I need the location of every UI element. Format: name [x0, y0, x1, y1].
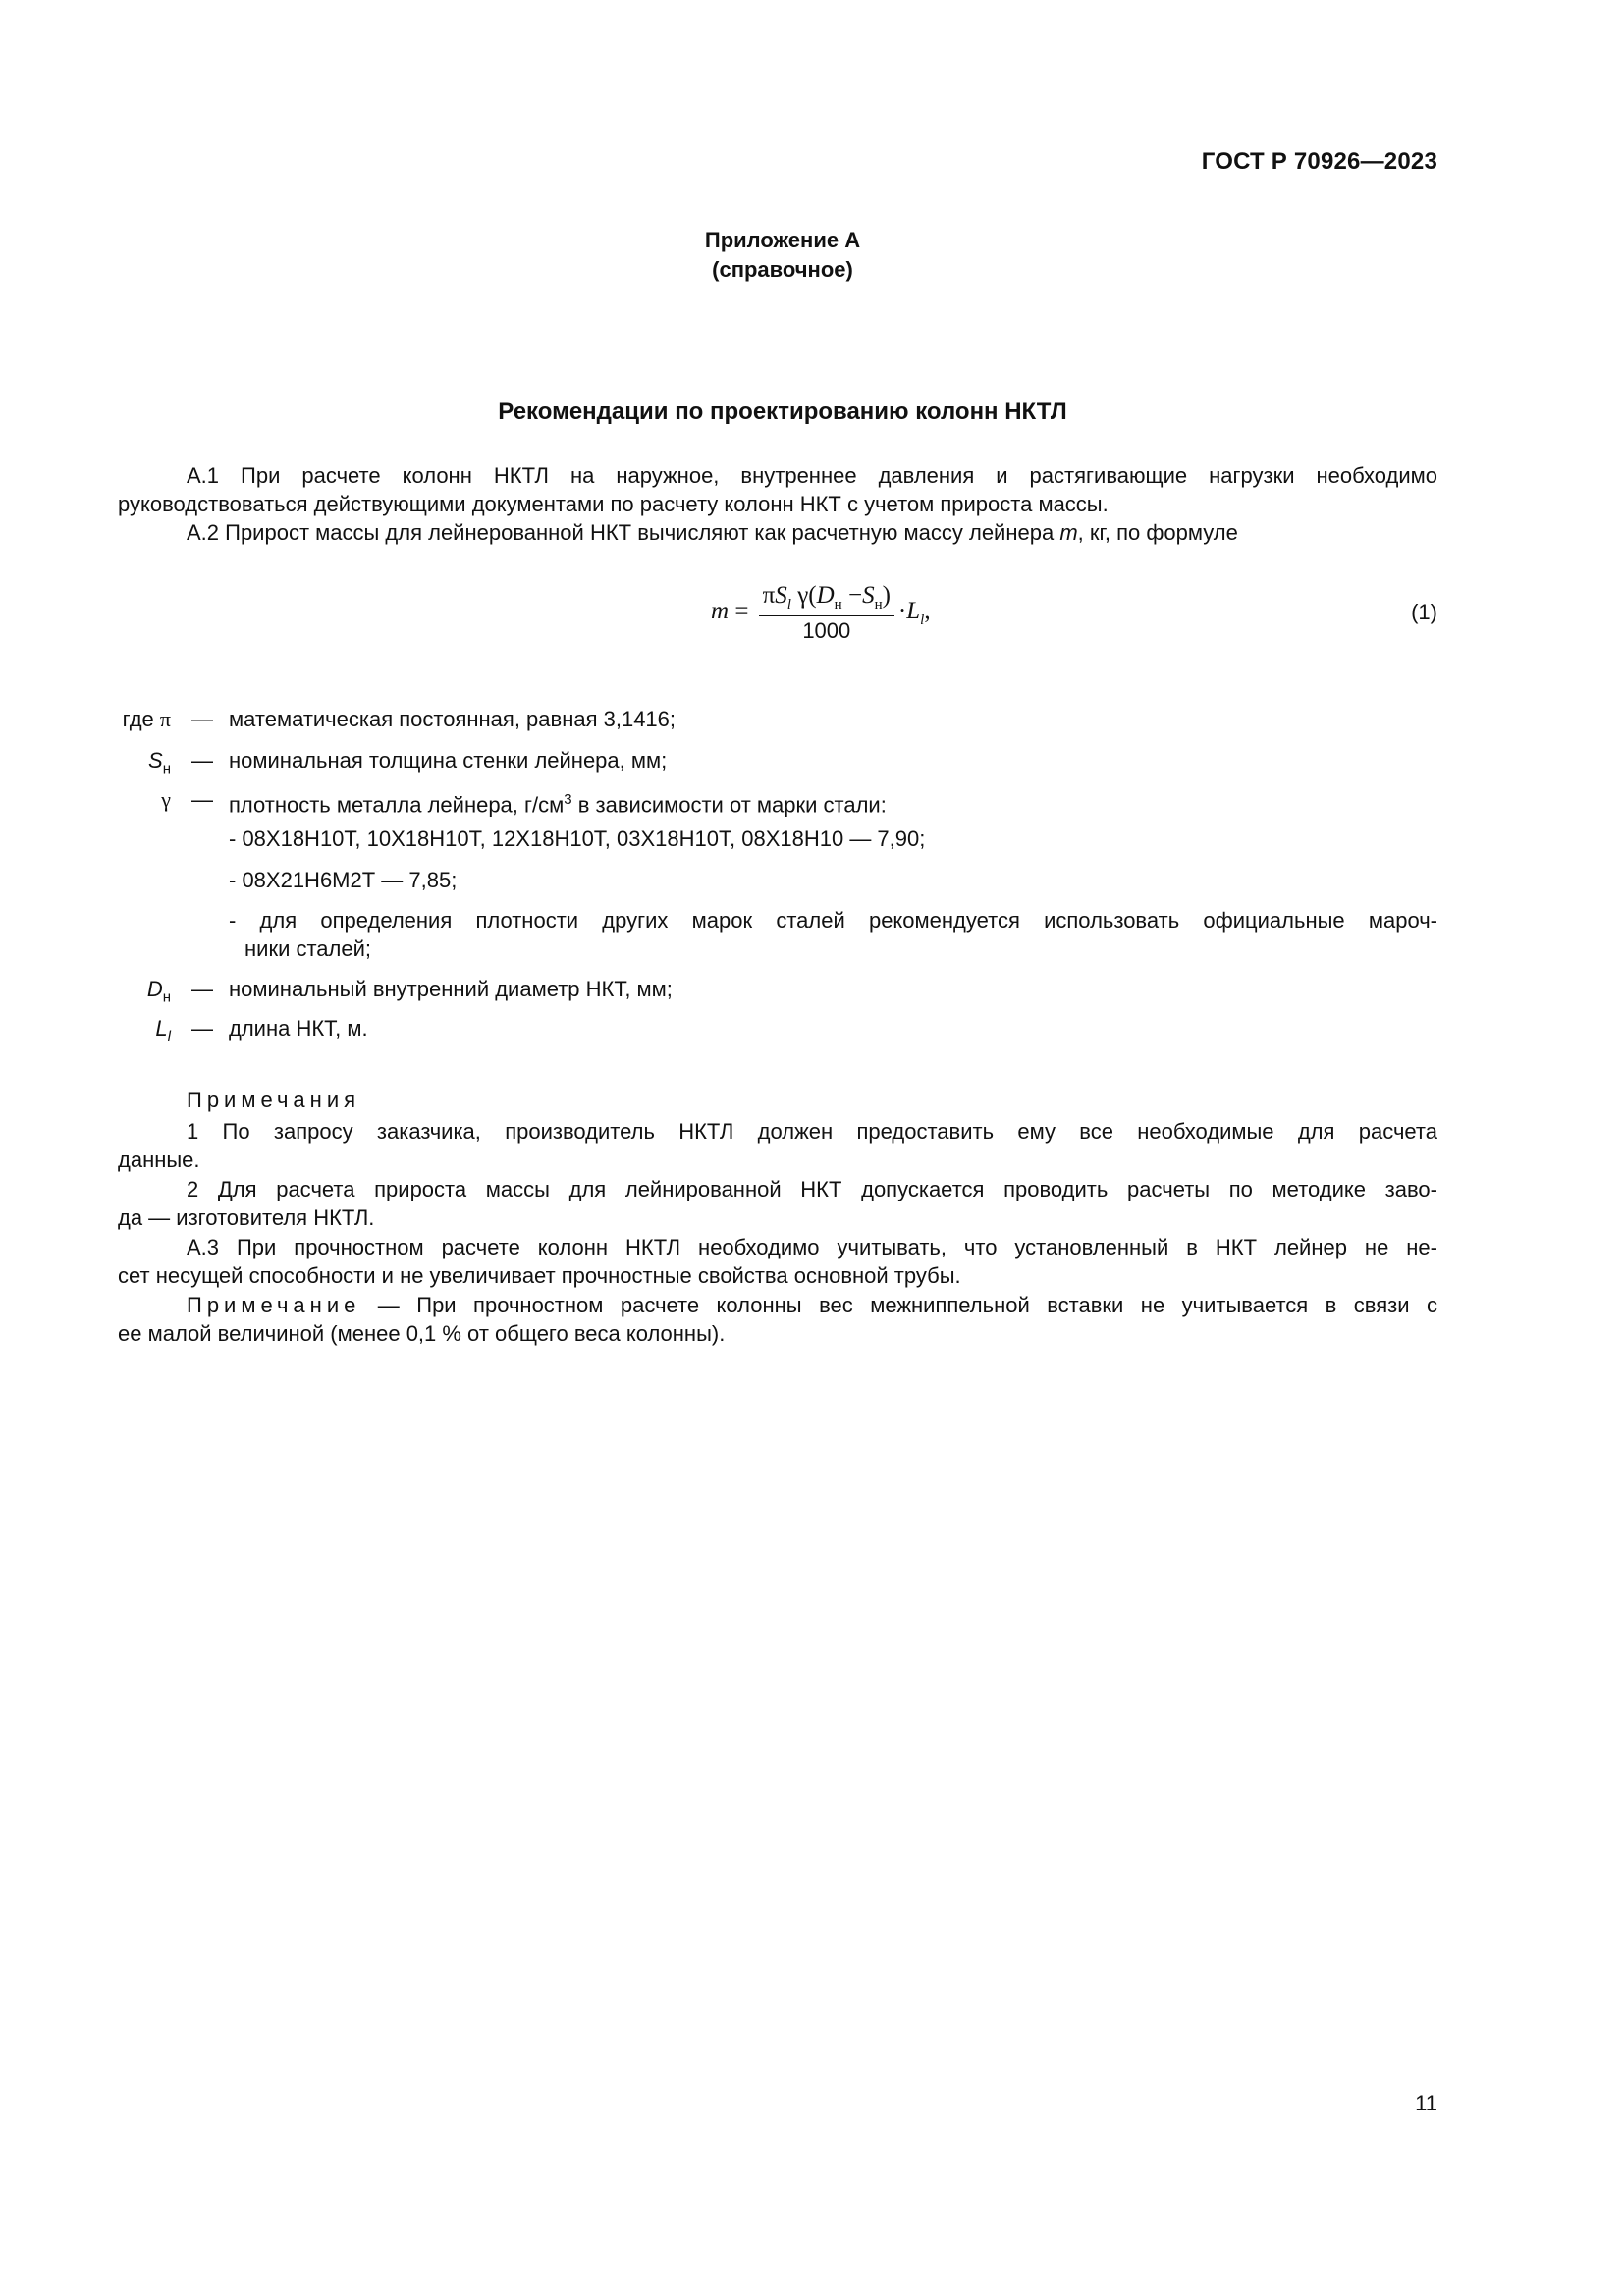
where-row-s [118, 746, 1437, 775]
symbol-s: S [148, 748, 163, 773]
formula-equals: = [734, 598, 749, 625]
formula-s: S [775, 582, 787, 609]
symbol-l-sub: l [167, 1028, 171, 1045]
formula-1 [711, 582, 931, 644]
formula-s2-sub: н [874, 597, 883, 613]
where-dash: — [191, 1016, 213, 1041]
formula-l-sub: l [920, 613, 925, 629]
paragraph-a1-line1: А.1 При расчете колонн НКТЛ на наружное, внутреннее давления и растягивающие нагрузки необходимо [187, 463, 1437, 488]
formula-fraction [759, 582, 894, 644]
paragraph-a2-var: m [1059, 520, 1078, 545]
where-symbol-pi [123, 705, 171, 733]
paragraph-a2-text: А.2 Прирост массы для лейнерованной НКТ вычисляют как расчетную массу лейнера [187, 520, 1060, 545]
where-desc-s: номинальная толщина стенки лейнера, мм; [229, 748, 668, 773]
note-1-line2: данные. [118, 1148, 200, 1172]
formula-d-sub: н [834, 597, 842, 613]
where-dash: — [191, 787, 213, 812]
where-dash: — [191, 707, 213, 731]
where-symbol-l [155, 1014, 171, 1050]
formula-lhs: m [711, 598, 730, 625]
where-dash: — [191, 748, 213, 773]
note-2-line2: да — изготовителя НКТЛ. [118, 1205, 375, 1230]
symbol-s-sub: н [162, 760, 171, 777]
symbol-d: D [146, 977, 163, 1001]
formula-close-paren: ) [882, 582, 891, 609]
where-symbol-s [148, 746, 171, 782]
appendix-heading [0, 226, 1565, 285]
note-a3 [118, 1291, 1437, 1348]
notes-heading: Примечания [187, 1088, 361, 1112]
document-code: ГОСТ Р 70926—2023 [1201, 148, 1437, 175]
formula-denominator: 1000 [802, 618, 851, 643]
paragraph-a1-line2: руководствоваться действующими документами по расчету колонн НКТ с учетом прироста массы. [118, 492, 1109, 516]
where-row-l [118, 1014, 1437, 1043]
paragraph-a3-line2: сет несущей способности и не увеличивает прочностные свойства основной трубы. [118, 1263, 961, 1288]
formula-comma: , [924, 598, 931, 625]
steel-item-3 [229, 906, 1437, 963]
symbol-gamma: γ [161, 787, 171, 812]
formula-l: L [906, 598, 921, 625]
where-symbol-d [147, 975, 171, 1011]
section-title: Рекомендации по проектированию колонн НКТЛ [498, 399, 1067, 425]
paragraph-a1 [118, 461, 1437, 518]
symbol-pi: π [159, 707, 171, 731]
gamma-desc-text: плотность металла лейнера, г/см [229, 792, 565, 818]
page-number: 11 [1415, 2091, 1437, 2115]
paragraph-a2-tail: , кг, по формуле [1077, 520, 1238, 545]
steel-item-1: - 08Х18Н10Т, 10Х18Н10Т, 12Х18Н10Т, 03Х18Н10Т, 08Х18Н10 — 7,90; [229, 827, 926, 851]
where-dash: — [191, 977, 213, 1001]
where-word: где [122, 707, 154, 731]
symbol-l: L [155, 1016, 168, 1041]
note-2 [118, 1175, 1437, 1232]
appendix-title: Приложение А [704, 228, 861, 252]
where-row-gamma [118, 785, 1437, 818]
note-2-line1: 2 Для расчета прироста массы для лейнированной НКТ допускается проводить расчеты по методике заво- [187, 1177, 1437, 1201]
where-desc-gamma [229, 785, 1437, 819]
note-1 [118, 1117, 1437, 1174]
where-desc-d: номинальный внутренний диаметр НКТ, мм; [229, 977, 673, 1001]
equation-number: (1) [1411, 600, 1437, 624]
paragraph-a2 [118, 518, 1437, 547]
paragraph-a3-line1: А.3 При прочностном расчете колонн НКТЛ необходимо учитывать, что установленный в НКТ лейнер не не- [187, 1235, 1437, 1259]
appendix-subtitle: (справочное) [712, 257, 853, 282]
symbol-d-sub: н [162, 988, 171, 1006]
formula-gamma: γ [797, 582, 809, 609]
steel-item-3-line2: ники сталей; [244, 936, 372, 961]
formula-numerator [759, 582, 894, 616]
formula-s-sub: l [786, 597, 791, 613]
where-desc-l: длина НКТ, м. [229, 1016, 368, 1041]
formula-d: D [816, 582, 835, 609]
paragraph-a3 [118, 1233, 1437, 1290]
note-a3-text: — При прочностном расчете колонны вес межниппельной вставки не учитывается в связи с [360, 1293, 1437, 1317]
gamma-desc-tail: в зависимости от марки стали: [571, 792, 887, 818]
note-a3-line1 [118, 1291, 1437, 1319]
steel-item-3-line1: - для определения плотности других марок сталей рекомендуется использовать официальные мароч- [229, 908, 1437, 933]
note-a3-line2: ее малой величиной (менее 0,1 % от общего веса колонны). [118, 1321, 726, 1346]
note-1-line1: 1 По запросу заказчика, производитель НКТЛ должен предоставить ему все необходимые для расчета [187, 1119, 1437, 1144]
formula-minus: − [847, 582, 863, 609]
where-row-pi [118, 705, 1437, 734]
where-desc-pi: математическая постоянная, равная 3,1416; [229, 707, 677, 731]
formula-s2: S [862, 582, 875, 609]
note-word: Примечание [187, 1293, 361, 1317]
formula-open-paren: ( [808, 582, 817, 609]
gamma-desc-sup: 3 [564, 791, 572, 808]
formula-pi: π [762, 582, 776, 609]
steel-item-2: - 08Х21Н6М2Т — 7,85; [229, 868, 458, 892]
where-row-d [118, 975, 1437, 1004]
where-symbol-gamma [161, 785, 171, 814]
formula-dot: · [897, 598, 907, 625]
